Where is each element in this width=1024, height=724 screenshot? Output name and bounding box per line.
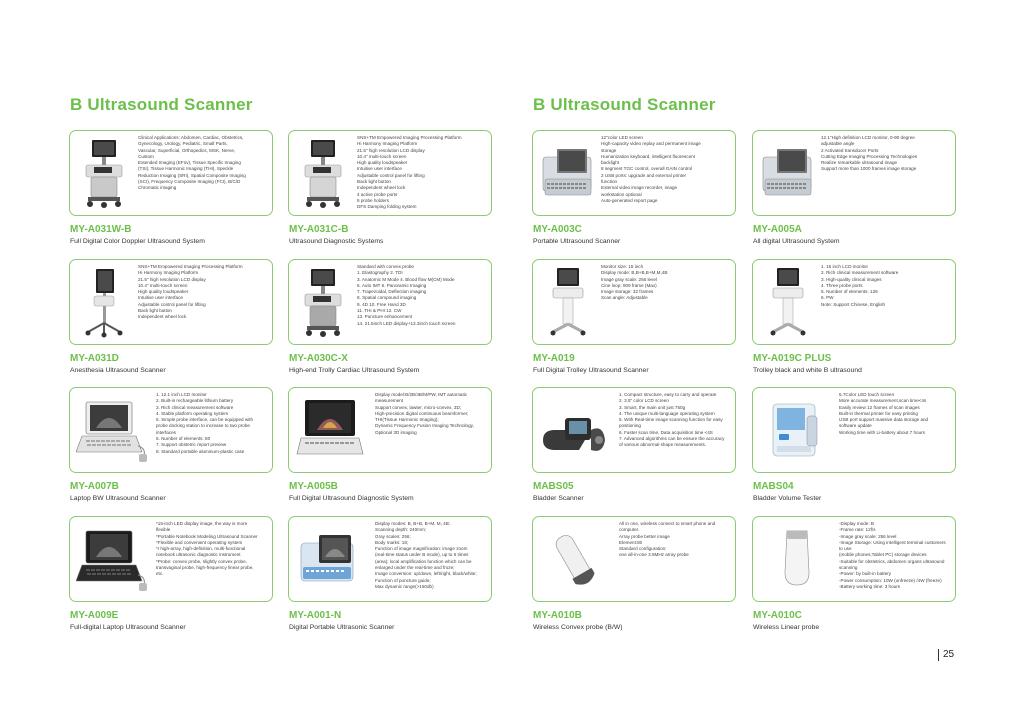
- spec-item: backlight: [601, 160, 620, 166]
- spec-item: -Frame rate: 12f/s: [839, 527, 876, 533]
- product-card: [69, 516, 273, 602]
- spec-item: 4. Three probe ports: [821, 282, 863, 288]
- product-card: [752, 259, 956, 345]
- cart-cardiac-system-icon: [295, 266, 351, 340]
- spec-item: Auto-generated report page: [601, 197, 658, 203]
- product-card: [288, 516, 492, 602]
- trolley-scanner-plus-icon: [759, 266, 815, 340]
- spec-item: 11. THI & PHI 12. CW: [357, 308, 402, 314]
- product-card: [532, 516, 736, 602]
- spec-item: Intuitive user interface: [138, 295, 183, 301]
- spec-item: Element:80: [619, 539, 643, 545]
- spec-item: Standard with convex probe: [357, 264, 414, 269]
- spec-item: 12.1"High definition LCD monitor, 0-90 degree: [821, 135, 915, 140]
- spec-item: Reduction Imaging (SRI), Spatial Composite Imaging: [138, 172, 246, 178]
- spec-item: *Portable Notebook Modeling Ultrasound Scanner: [156, 533, 258, 539]
- spec-item: Max dynamic range(>150db): [375, 583, 434, 589]
- product-card: [752, 387, 956, 473]
- spec-item: Display model:B/2B/4B/M/PW, IMT automatic: [375, 392, 468, 397]
- spec-item: Scanning depth: 240mm;: [375, 527, 427, 533]
- spec-item: Adjustable control panel for lifting: [357, 172, 425, 178]
- spec-item: of various abnormal shape measurements.: [619, 442, 707, 448]
- spec-item: 2 USB ports: upgrade and external printer: [601, 172, 687, 178]
- spec-item: Scan angle: Adjustable: [601, 295, 648, 301]
- spec-item: Monitor size: 15 inch: [601, 264, 644, 269]
- spec-item: 3. High-quality clinical images: [821, 276, 882, 282]
- spec-item: DFS Damping folding system: [357, 204, 417, 210]
- spec-list: [821, 264, 950, 341]
- product-card: [69, 130, 273, 216]
- spec-item: 10.4" multi-touch screen: [357, 153, 407, 159]
- spec-list: [601, 264, 730, 341]
- product-model: MY-A019C PLUS: [753, 353, 832, 364]
- spec-list: [839, 392, 950, 469]
- spec-item: Body marks: 18;: [375, 539, 409, 545]
- spec-item: enlarged under the real-time and froze;: [375, 565, 455, 571]
- spec-item: notebook ultrasonic diagnostic instrument: [156, 552, 241, 558]
- product-model: MY-A005B: [289, 481, 338, 492]
- spec-list: [138, 135, 267, 212]
- spec-item: 5. Auto IMT 6. Panoramic Imaging: [357, 282, 427, 288]
- spec-item: High-capacity video replay and permanent image: [601, 141, 701, 147]
- product-model: MY-A031W-B: [70, 224, 132, 235]
- spec-item: 1. Compact structure, easy to carry and operate: [619, 392, 717, 397]
- spec-item: interfaces: [156, 429, 176, 435]
- page-number: 25: [938, 649, 954, 661]
- left-section-title: B Ultrasound Scanner: [70, 95, 253, 114]
- spec-item: 10.4" multi-touch screen: [138, 282, 188, 288]
- spec-item: Support more than 1000 frames image storage: [821, 166, 917, 172]
- product-model: MY-A009E: [70, 610, 119, 621]
- spec-item: 3. Smart, the main unit just 750g: [619, 404, 686, 410]
- spec-item: Hi Harmony Imaging Platform: [357, 141, 418, 147]
- product-card: [752, 130, 956, 216]
- spec-item: 5. Simple probe interface, can be equipped with: [156, 417, 254, 423]
- spec-item: Image storage: 32 frames: [601, 289, 654, 295]
- bladder-scanner-icon: [539, 394, 613, 468]
- spec-item: 7. Support obstetric report preview: [156, 442, 227, 448]
- laptop-doppler-icon: [295, 394, 369, 468]
- product-description: Trolley black and white B ultrasound: [753, 367, 862, 374]
- product-description: High-end Trolly Cardiac Ultrasound System: [289, 367, 420, 374]
- spec-item: High-precision digital continuous beamformer;: [375, 410, 469, 416]
- spec-item: Support convex, lawter, micro-convex, 3D;: [375, 404, 462, 410]
- spec-item: one all-in-one 3.5MHz array probe: [619, 552, 689, 558]
- spec-list: [357, 135, 486, 212]
- spec-item: Note: Support Chinese, English: [821, 301, 886, 307]
- spec-item: External video image recorder, image: [601, 185, 678, 191]
- spec-item: 6. Number of elements: 80: [156, 436, 211, 442]
- spec-item: USB port support massive data storage and: [839, 417, 929, 423]
- product-model: MY-A010C: [753, 610, 802, 621]
- product-description: Bladder Volume Tester: [753, 495, 822, 502]
- spec-list: [619, 521, 730, 598]
- product-model: MY-A010B: [533, 610, 582, 621]
- spec-item: Extended Imaging (EFov), Tissue Specific Imaging: [138, 160, 241, 166]
- spec-list: [839, 521, 950, 598]
- spec-list: [156, 521, 267, 598]
- spec-item: Display modes: B, B+B, B+M, M, 4B;: [375, 521, 451, 526]
- portable-scanner-open-icon: [759, 137, 815, 211]
- spec-item: -Suitable for obstetrics, abdomen organs ultrasound: [839, 558, 945, 564]
- spec-item: 2 Activated transducer Ports: [821, 147, 879, 153]
- spec-item: High quality loudspeaker: [138, 289, 189, 295]
- spec-item: etc.: [156, 571, 164, 577]
- product-description: Ultrasound Diagnostic Systems: [289, 238, 384, 245]
- spec-item: Intuitive user interface: [357, 166, 402, 172]
- product-card: [532, 259, 736, 345]
- product-card: [752, 516, 956, 602]
- cart-ultrasound-system-icon: [295, 137, 351, 211]
- spec-item: 3. Rich clinical measurement software: [156, 404, 234, 410]
- product-model: MY-A019: [533, 353, 575, 364]
- product-description: Portable Ultrasound Scanner: [533, 238, 621, 245]
- spec-item: Back light button: [357, 179, 391, 185]
- product-description: Wireless Convex probe (B/W): [533, 624, 623, 631]
- product-description: Full-digital Laptop Ultrasound Scanner: [70, 624, 186, 631]
- spec-item: Easily review 12 frames of scan images: [839, 404, 920, 410]
- spec-item: flexible: [156, 527, 171, 533]
- spec-item: High quality loudspeaker: [357, 160, 408, 166]
- spec-item: Image gray scale: 256 level: [601, 276, 657, 282]
- spec-item: storage: [601, 147, 617, 153]
- spec-item: 1. Elastography 2. TDI: [357, 270, 403, 276]
- spec-item: (TSI), Tissue Harmonic Imaging (THI), Speckle: [138, 166, 234, 172]
- spec-item: Working time with Li-battery about 7 hours: [839, 429, 925, 435]
- portable-scanner-icon: [539, 137, 595, 211]
- spec-item: (mobile phones,Tablet PC) storage devices: [839, 552, 927, 558]
- spec-item: 6. Faster scan time, Data acquisition time <4S: [619, 429, 713, 435]
- spec-list: [138, 264, 267, 341]
- pole-mounted-scanner-icon: [76, 266, 132, 340]
- spec-item: 1. 12.1 inch LCD monitor: [156, 392, 207, 397]
- spec-item: transvaginal probe, high-frequency linear probe,: [156, 565, 254, 571]
- spec-list: [357, 264, 486, 341]
- spec-item: positioning: [619, 423, 641, 429]
- product-description: Wireless Linear probe: [753, 624, 820, 631]
- product-model: MABS04: [753, 481, 794, 492]
- spec-item: 2. 3.5" color LCD screen: [619, 398, 669, 404]
- spec-item: (area); local amplification function which can be: [375, 558, 472, 564]
- spec-item: *I high-array, high-definition, multi-functional: [156, 546, 246, 552]
- trolley-scanner-icon: [539, 266, 595, 340]
- spec-item: Adjustable control panel for lifting: [138, 301, 206, 307]
- spec-item: computer.: [619, 527, 640, 533]
- cart-color-doppler-scanner-icon: [76, 137, 132, 211]
- product-model: MY-A030C-X: [289, 353, 348, 364]
- spec-item: Function of image magnification: image zoom: [375, 546, 468, 552]
- spec-item: 3. Anatomic M Mode 4. Blood flow M(CM) Mode: [357, 276, 455, 282]
- spec-item: Gynecology, Urology, Pediatric, Small Parts,: [138, 141, 228, 147]
- spec-item: -Battery working time: 3 hours: [839, 583, 901, 589]
- laptop-scanner-white-icon: [76, 394, 150, 468]
- spec-item: 6. PW: [821, 295, 834, 301]
- spec-item: More accurate measurement,scan time<4s: [839, 398, 927, 404]
- spec-item: -Image gray scale: 256 level: [839, 533, 897, 539]
- spec-item: Custom: [138, 153, 154, 159]
- spec-item: 8. Spatial compound imaging: [357, 295, 417, 301]
- spec-item: 7. Trapezoidal, Deflection imaging: [357, 289, 427, 295]
- spec-list: [601, 135, 730, 212]
- product-card: [532, 387, 736, 473]
- product-description: All digital Ultrasound System: [753, 238, 840, 245]
- spec-item: probe docking station to increase to two probe: [156, 423, 250, 429]
- spec-list: [375, 392, 486, 469]
- product-description: Full Digital Ultrasound Diagnostic System: [289, 495, 414, 502]
- spec-item: Hi Harmony Imaging Platform: [138, 270, 199, 276]
- product-model: MY-A005A: [753, 224, 802, 235]
- spec-item: Built-in thermal printer for easy printing: [839, 410, 918, 416]
- spec-item: Gray scales: 256;: [375, 533, 411, 539]
- spec-item: 14. 21.5inch LED display+13.3inch touch screen: [357, 320, 456, 326]
- spec-item: function: [601, 179, 618, 185]
- spec-item: 1. 15 inch LCD monitor: [821, 264, 868, 269]
- spec-item: -Power consumption: 10W (unfreeze) /4W (freeze): [839, 577, 942, 583]
- laptop-scanner-black-icon: [76, 523, 150, 597]
- spec-item: 4. Stable platform operating system: [156, 410, 229, 416]
- product-model: MY-A003C: [533, 224, 582, 235]
- spec-item: workstation optional: [601, 191, 642, 197]
- spec-item: Humanization keyboard, intelligent fluorescent: [601, 153, 695, 159]
- spec-item: 2. Rich clinical measurement software: [821, 270, 899, 276]
- spec-item: SNS+TM Empowered Imaging Processing Platform: [138, 264, 243, 269]
- spec-item: Vascular, Superficial, Orthopedics, MSK, Nerve,: [138, 147, 236, 153]
- spec-item: measurement: [375, 398, 404, 404]
- spec-item: Clinical Applications: Abdomen, Cardiac, Obstetrics,: [138, 135, 244, 140]
- product-model: MY-A007B: [70, 481, 119, 492]
- product-model: MY-A031D: [70, 353, 119, 364]
- spec-item: All in one, wireless connect to smart phone and: [619, 521, 716, 526]
- spec-item: 4. The unique multi-language operating system: [619, 410, 715, 416]
- spec-item: 21.5" high resolution LCD display: [138, 276, 206, 282]
- spec-item: Cine loop: 809 frame (Max): [601, 282, 657, 288]
- product-card: [69, 259, 273, 345]
- spec-item: Standard configuration:: [619, 546, 667, 552]
- wireless-linear-probe-icon: [759, 523, 833, 597]
- spec-item: Dynamic Frequency Fusion Imaging Technology,: [375, 423, 474, 429]
- spec-item: Optional 3D imaging: [375, 429, 417, 435]
- spec-item: Function of puncture guide;: [375, 577, 431, 583]
- spec-item: *15-inch LED display image, the way is more: [156, 521, 248, 526]
- spec-list: [619, 392, 730, 469]
- product-description: Digital Portable Ultrasonic Scanner: [289, 624, 395, 631]
- product-model: MY-A031C-B: [289, 224, 349, 235]
- spec-item: *Probe: convex probe, slightly convex probe,: [156, 558, 247, 564]
- spec-item: THI(Tissue Harmonic Imaging);: [375, 417, 439, 423]
- spec-item: Independent wheel lock: [357, 185, 406, 191]
- portable-blue-scanner-icon: [295, 523, 369, 597]
- spec-item: 9. 4D 10. Free Hand 3D: [357, 301, 406, 307]
- product-description: Anesthesia Ultrasound Scanner: [70, 367, 166, 374]
- spec-list: [156, 392, 267, 469]
- spec-item: Cutting Edge Imaging Processing Technologies: [821, 153, 918, 159]
- spec-item: 5. Number of elements: 128: [821, 289, 878, 295]
- spec-item: software update: [839, 423, 872, 429]
- spec-list: [375, 521, 486, 598]
- spec-item: -Display mode: B: [839, 521, 874, 526]
- spec-item: Realize remarkable ultrasound image: [821, 160, 898, 166]
- spec-item: Image conversion: up/down, left/right, black/white;: [375, 571, 477, 577]
- spec-item: -Power: by built-in battery: [839, 571, 892, 577]
- product-description: Full Digital Trolley Ultrasound Scanner: [533, 367, 649, 374]
- spec-item: 13. Puncture enhancement: [357, 314, 413, 320]
- spec-item: 21.5" high resolution LCD display: [357, 147, 425, 153]
- product-card: [288, 259, 492, 345]
- spec-item: 2. Built-in rechargeable lithium battery: [156, 398, 234, 404]
- wireless-convex-probe-icon: [539, 523, 613, 597]
- spec-item: 8 segment TGC control, overall GAIN control: [601, 166, 693, 172]
- spec-item: Independent wheel lock: [138, 314, 187, 320]
- bladder-volume-tester-icon: [759, 394, 833, 468]
- spec-item: 5.7Color LED touch screen: [839, 392, 895, 397]
- spec-item: 8. Standard portable aluminum-plastic case: [156, 448, 245, 454]
- spec-item: Chromatic imaging: [138, 185, 177, 191]
- spec-item: 4 active probe ports: [357, 191, 398, 197]
- spec-item: (real-time status under B mode), up to 6 times: [375, 552, 469, 558]
- spec-item: -Image Storage: Using intelligent terminal customers to use: [839, 539, 946, 552]
- spec-item: scanning: [839, 565, 858, 571]
- spec-item: Display mode: B,B+B,B+M,M,4B: [601, 270, 668, 276]
- spec-item: Back light button: [138, 308, 172, 314]
- product-card: [532, 130, 736, 216]
- product-description: Full Digital Color Doppler Ultrasound System: [70, 238, 205, 245]
- product-model: MY-A001-N: [289, 610, 342, 621]
- spec-item: 5. With Real-time image scanning function for easy: [619, 417, 723, 423]
- spec-item: SNS+TM Empowered Imaging Processing Platform: [357, 135, 462, 140]
- product-description: Laptop BW Ultrasound Scanner: [70, 495, 166, 502]
- product-card: [69, 387, 273, 473]
- product-description: Bladder Scanner: [533, 495, 584, 502]
- spec-item: Array probe better image: [619, 533, 670, 539]
- spec-item: 7. Advanced algorithms can be ensure the accuracy: [619, 436, 725, 442]
- product-card: [288, 130, 492, 216]
- spec-item: (SCI), Frequency Composite Imaging (FCI), B/C/D: [138, 179, 241, 185]
- spec-list: [821, 135, 950, 212]
- right-section-title: B Ultrasound Scanner: [533, 95, 716, 114]
- spec-item: adjustable angle: [821, 141, 855, 147]
- spec-item: 5 probe holders: [357, 197, 389, 203]
- product-card: [288, 387, 492, 473]
- spec-item: *Flexible and convenient operating system: [156, 539, 243, 545]
- product-model: MABS05: [533, 481, 574, 492]
- spec-item: 12"color LED screen: [601, 135, 643, 140]
